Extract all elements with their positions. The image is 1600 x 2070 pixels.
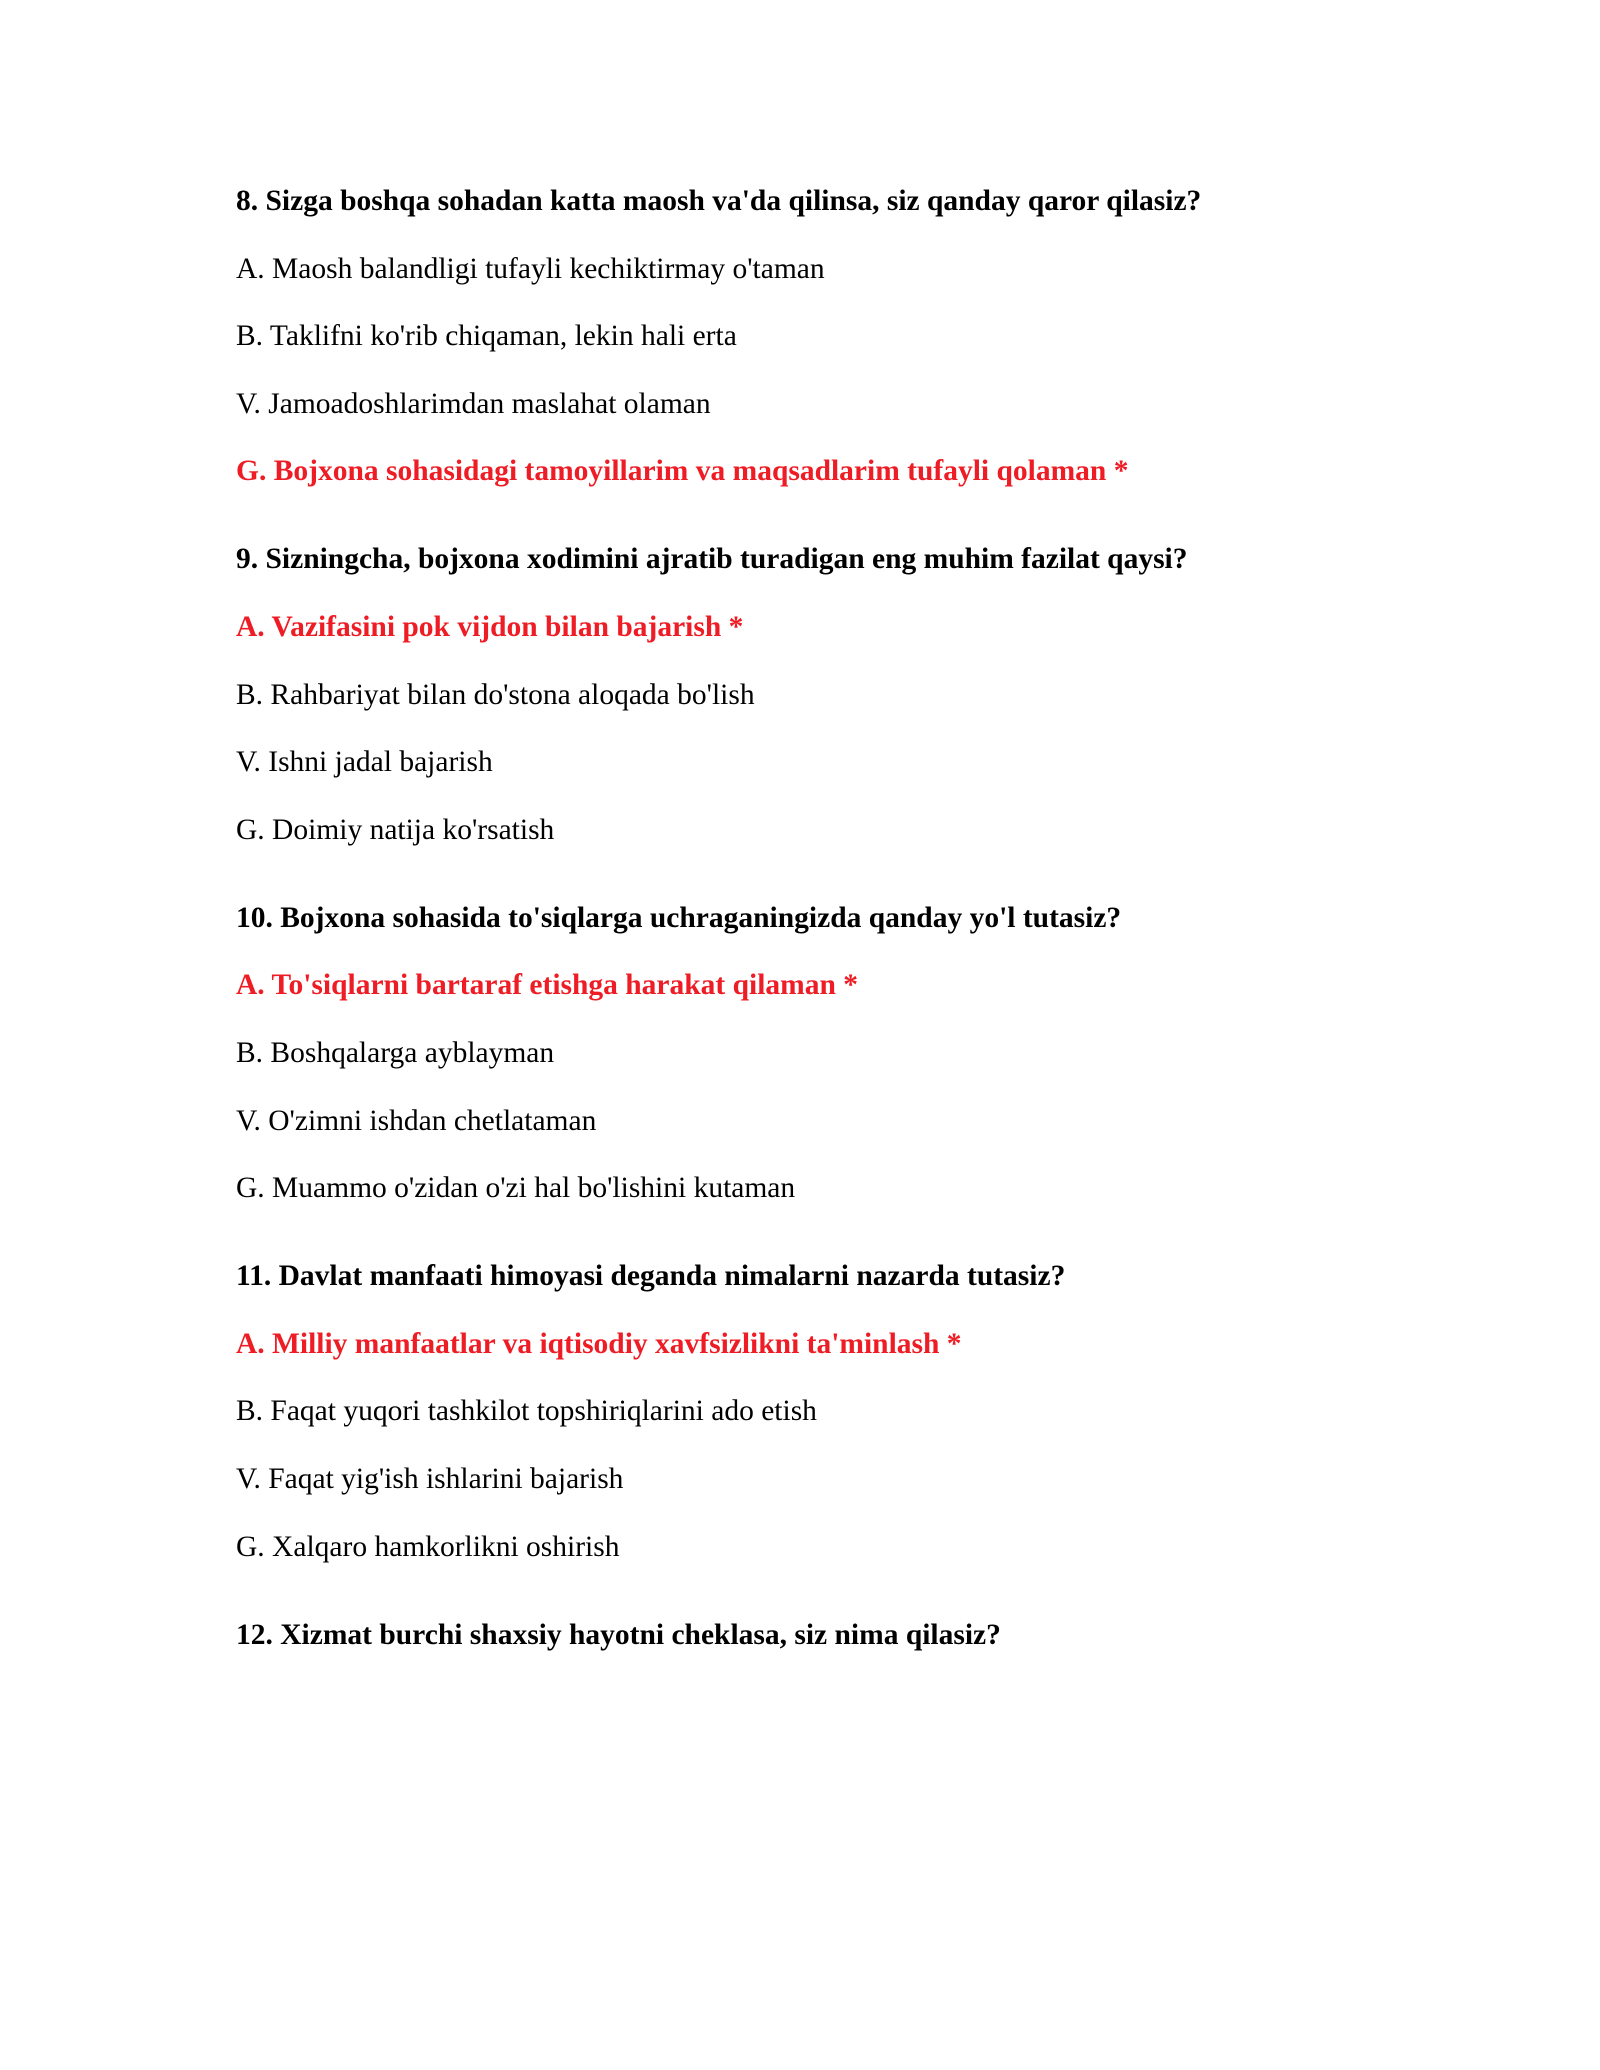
document-page	[236, 184, 1436, 1706]
question-11	[236, 1259, 1436, 1563]
answer-option: G. Xalqaro hamkorlikni oshirish	[236, 1530, 620, 1563]
answer-option: B. Rahbariyat bilan do'stona aloqada bo'lish	[236, 678, 755, 711]
answer-option: G. Doimiy natija ko'rsatish	[236, 813, 555, 846]
answer-option: B. Taklifni ko'rib chiqaman, lekin hali erta	[236, 320, 737, 353]
correct-answer-option: A. Milliy manfaatlar va iqtisodiy xavfsizlikni ta'minlash *	[236, 1327, 962, 1360]
question-9	[236, 542, 1436, 846]
answer-option: G. Muammo o'zidan o'zi hal bo'lishini kutaman	[236, 1172, 796, 1205]
answer-option: B. Boshqalarga ayblayman	[236, 1036, 555, 1069]
answer-option: V. Ishni jadal bajarish	[236, 746, 493, 779]
question-10	[236, 901, 1436, 1205]
question-text: 12. Xizmat burchi shaxsiy hayotni cheklasa, siz nima qilasiz?	[236, 1618, 1001, 1651]
correct-answer-option: A. To'siqlarni bartaraf etishga harakat qilaman *	[236, 969, 859, 1002]
question-text: 9. Sizningcha, bojxona xodimini ajratib turadigan eng muhim fazilat qaysi?	[236, 543, 1188, 576]
correct-answer-option: G. Bojxona sohasidagi tamoyillarim va maqsadlarim tufayli qolaman *	[236, 455, 1129, 488]
correct-answer-option: A. Vazifasini pok vijdon bilan bajarish *	[236, 610, 744, 643]
question-12	[236, 1618, 1436, 1652]
question-text: 8. Sizga boshqa sohadan katta maosh va'da qilinsa, siz qanday qaror qilasiz?	[236, 185, 1202, 217]
question-text: 10. Bojxona sohasida to'siqlarga uchraganingizda qanday yo'l tutasiz?	[236, 901, 1122, 934]
answer-option: V. O'zimni ishdan chetlataman	[236, 1104, 597, 1137]
answer-option: B. Faqat yuqori tashkilot topshiriqlarini ado etish	[236, 1395, 817, 1428]
question-8	[236, 184, 1436, 488]
answer-option: A. Maosh balandligi tufayli kechiktirmay o'taman	[236, 252, 825, 285]
question-text: 11. Davlat manfaati himoyasi deganda nimalarni nazarda tutasiz?	[236, 1260, 1066, 1293]
answer-option: V. Faqat yig'ish ishlarini bajarish	[236, 1462, 624, 1495]
answer-option: V. Jamoadoshlarimdan maslahat olaman	[236, 387, 711, 420]
